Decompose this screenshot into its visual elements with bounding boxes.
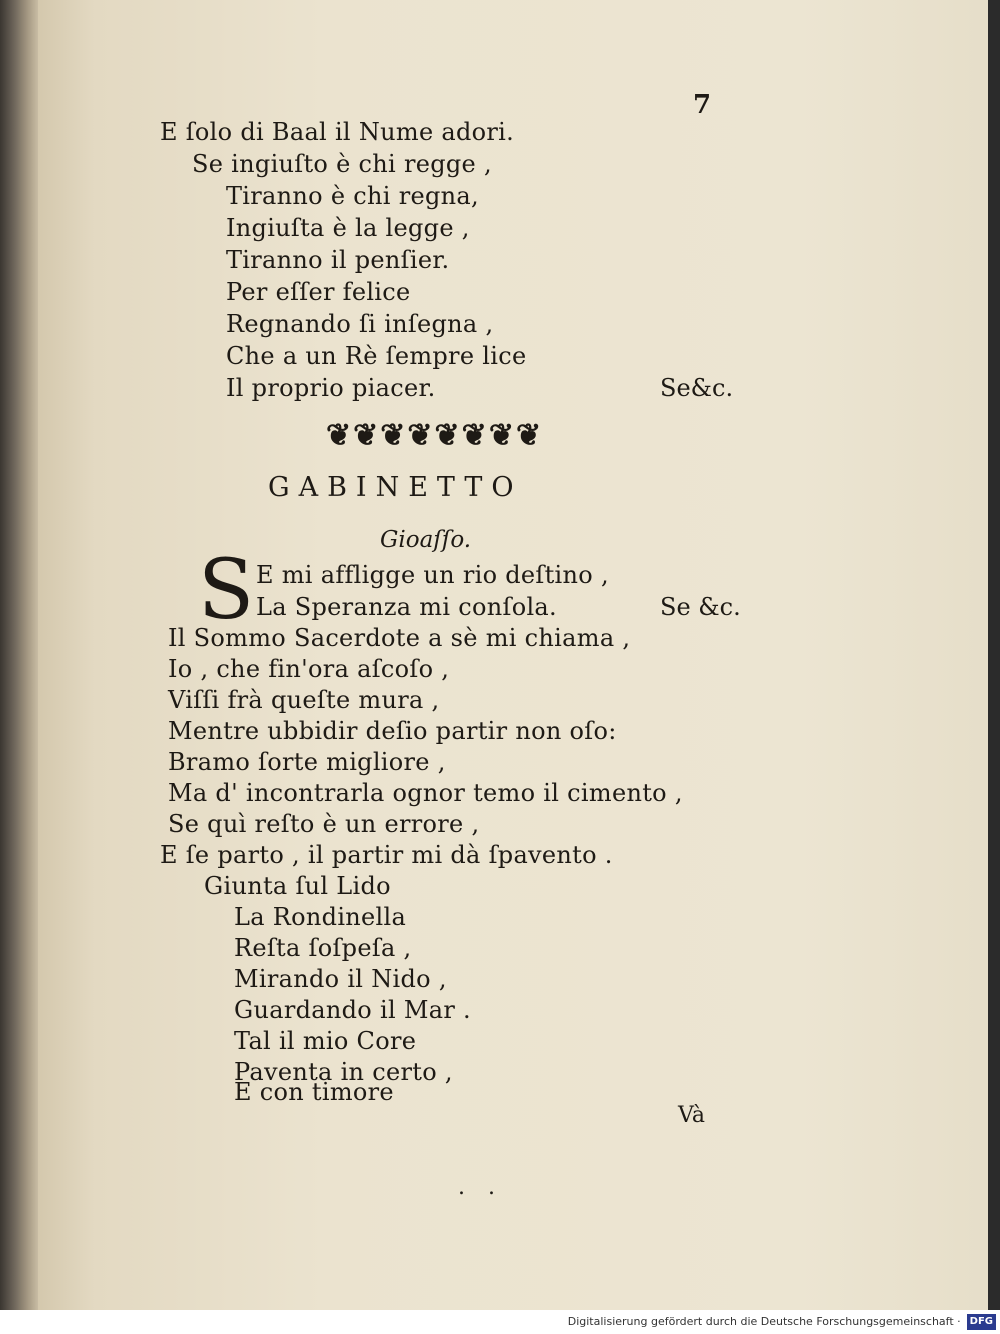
verse-line: Giunta ſul Lido (204, 872, 391, 900)
verse-line: Ingiuſta è la legge , (226, 214, 470, 242)
verse-line: Viſſi frà queſte mura , (168, 686, 440, 714)
verse-line: Il proprio piacer. (226, 374, 436, 402)
book-spine (0, 0, 40, 1310)
verse-line: Tiranno è chi regna, (226, 182, 479, 210)
verse-line: Mirando il Nido , (234, 965, 447, 993)
book-page (38, 0, 988, 1310)
verse-line: Regnando ſi inſegna , (226, 310, 494, 338)
verse-line: Tal il mio Core (234, 1027, 417, 1055)
verse-line: Mentre ubbidir deſio partir non oſo: (168, 717, 617, 745)
verse-line: Io , che fin'ora aſcoſo , (168, 655, 450, 683)
verse-line: Paventa in certo , (234, 1058, 453, 1086)
digitization-footer (0, 1310, 1000, 1334)
repeat-cue: Se&c. (660, 374, 734, 402)
speaker-name: Gioaſſo. (380, 527, 472, 553)
footer-text: Digitalisierung gefördert durch die Deutsche Forschungsgemeinschaft · (567, 1315, 961, 1328)
verse-line: Reſta ſoſpeſa , (234, 934, 412, 962)
verse-line: Bramo ſorte migliore , (168, 748, 446, 776)
verse-line: Tiranno il penſier. (226, 246, 450, 274)
section-heading: GABINETTO (268, 472, 523, 503)
verse-line: E ſe parto , il partir mi dà ſpavento . (160, 841, 613, 869)
ornament-divider: ❦❦❦❦❦❦❦❦ (326, 418, 544, 453)
dfg-logo-icon: DFG (967, 1314, 996, 1330)
verse-line: E ſolo di Baal il Nume adori. (160, 118, 515, 146)
page-number: 7 (693, 90, 712, 120)
verse-line: Se quì reſto è un errore , (168, 810, 480, 838)
verse-line: Per eſſer felice (226, 278, 411, 306)
signature-marks: . . (458, 1175, 503, 1200)
verse-line: Se ingiuſto è chi regge , (192, 150, 492, 178)
verse-line: Ma d' incontrarla ognor temo il cimento , (168, 779, 683, 807)
verse-line: Guardando il Mar . (234, 996, 471, 1024)
catchword: Và (678, 1103, 705, 1128)
verse-line: E con timore (234, 1078, 394, 1106)
verse-line: Il Sommo Sacerdote a sè mi chiama , (168, 624, 631, 652)
drop-cap: S (198, 543, 255, 638)
repeat-cue: Se &c. (660, 593, 741, 621)
verse-line: La Rondinella (234, 903, 407, 931)
verse-line: E mi affligge un rio deſtino , (256, 561, 609, 589)
verse-line: La Speranza mi conſola. (256, 593, 557, 621)
verse-line: Che a un Rè ſempre lice (226, 342, 527, 370)
